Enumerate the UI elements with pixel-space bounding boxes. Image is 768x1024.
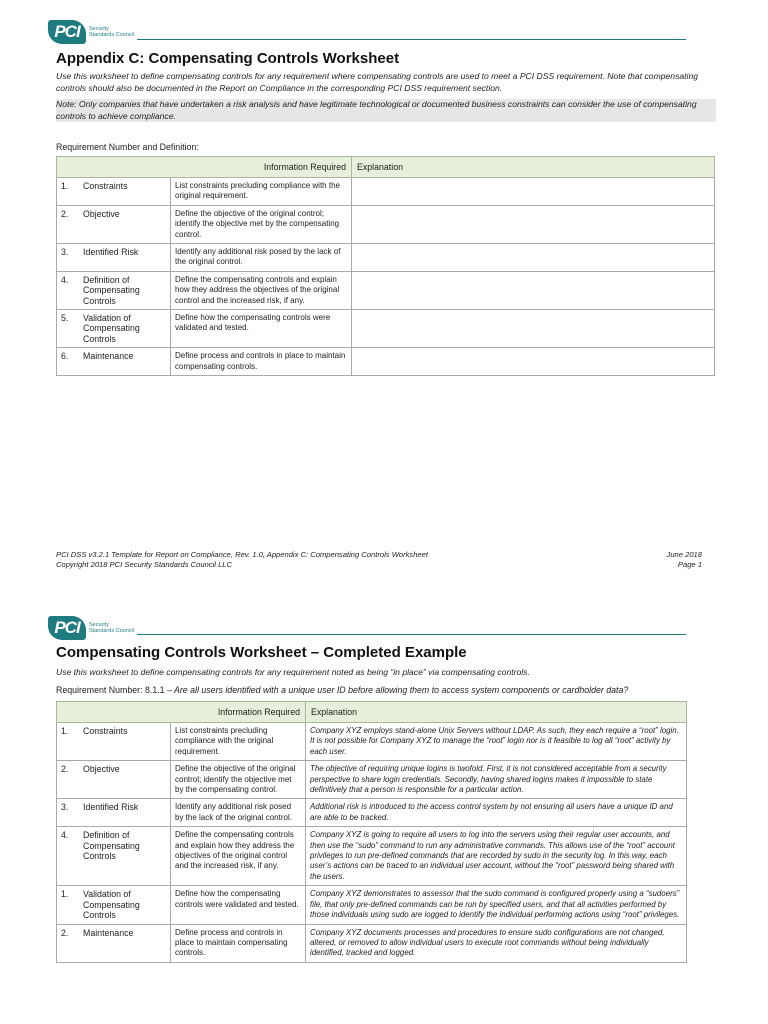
table-row [57,310,715,348]
row-number: 1. [61,889,69,900]
requirement-label: Requirement Number and Definition: [56,142,199,152]
explanation-cell[interactable] [352,348,715,376]
footer-right [667,550,702,570]
row-label-cell [57,827,171,886]
intro-text: Use this worksheet to define compensating controls for any requirement noted as being “in place” via compensating controls. [56,667,530,677]
requirement-label [56,685,628,695]
row-number: 1. [61,181,69,191]
information-required-cell: Define the objective of the original control; identify the objective met by the compensating control. [171,205,352,243]
explanation-cell: Company XYZ employs stand-alone Unix Servers without LDAP. As such, they each require a “root” login. It is not possible for Company XYZ to manage the “root” login nor is it feasible to log all “root” activity by each user. [306,723,687,761]
table-row [57,244,715,272]
row-label-cell [57,205,171,243]
pci-logo [48,616,134,640]
requirement-text: Are all users identified with a unique user ID before allowing them to access system components or cardholder data? [171,685,629,695]
header-explanation: Explanation [352,157,715,178]
table-row [57,205,715,243]
worksheet-table [56,156,715,376]
row-label-cell [57,799,171,827]
row-label-cell [57,886,171,924]
table-row [57,271,715,309]
footer-doc-title: PCI DSS v3.2.1 Template for Report on Compliance, Rev. 1.0, Appendix C: Compensating Controls Worksheet [56,550,428,559]
row-number: 6. [61,351,69,362]
information-required-cell: Define the compensating controls and explain how they address the objectives of the original control and the increased risk, if any. [171,827,306,886]
row-label: Definition of Compensating Controls [83,274,140,306]
header-information-required: Information Required [57,157,352,178]
information-required-cell: Define process and controls in place to maintain compensating controls. [171,924,306,962]
page-title: Compensating Controls Worksheet – Completed Example [56,644,467,661]
explanation-cell[interactable] [352,244,715,272]
row-label: Objective [83,764,120,775]
table-row [57,348,715,376]
information-required-cell: Define process and controls in place to maintain compensating controls. [171,348,352,376]
page-footer [56,550,702,570]
pci-logo [48,20,134,44]
information-required-cell: Define the objective of the original control; identify the objective met by the compensating control. [171,761,306,799]
header-rule [137,39,686,40]
row-label-cell [57,348,171,376]
table-row [57,799,687,827]
table-row [57,924,687,962]
table-row [57,886,687,924]
explanation-cell[interactable] [352,205,715,243]
pci-logo-mark: PCI [48,20,86,44]
footer-page-number: Page 1 [677,560,702,569]
information-required-cell: Identify any additional risk posed by the lack of the original control. [171,799,306,827]
row-number: 1. [61,726,69,736]
row-number: 3. [61,802,69,813]
row-label-cell [57,924,171,962]
table-row [57,178,715,206]
header-explanation: Explanation [306,702,687,723]
row-label: Definition of Compensating Controls [83,830,140,862]
explanation-cell: Company XYZ documents processes and procedures to ensure sudo configurations are not changed, altered, or removed to allow individual users to execute root commands without being individually identified, tracked and logged. [306,924,687,962]
page-2 [0,585,768,1024]
note-text: Note: Only companies that have undertaken a risk analysis and have legitimate technological or documented business constraints can consider the use of compensating controls to achieve compliance. [56,99,716,122]
requirement-number: Requirement Number: 8.1.1 – [56,685,172,695]
row-number: 5. [61,313,69,324]
row-label-cell [57,178,171,206]
row-label: Constraints [83,726,128,736]
explanation-cell[interactable] [352,310,715,348]
row-label: Maintenance [83,351,134,362]
example-worksheet-table [56,701,687,963]
row-label: Identified Risk [83,247,139,258]
explanation-cell[interactable] [352,178,715,206]
row-label: Identified Risk [83,802,139,813]
row-label: Objective [83,208,120,219]
row-number: 2. [61,764,69,775]
row-number: 4. [61,274,69,285]
explanation-cell: Company XYZ is going to require all users to log into the servers using their regular user accounts, and then use the “sudo” command to run any administrative commands. This allows use of the “root” account privileges to run pre-defined commands that are recorded by sudo in the security log. In this way, each user’s actions can be traced to an individual user account, without the “root” password being shared with the users. [306,827,687,886]
row-label-cell [57,761,171,799]
page-title: Appendix C: Compensating Controls Worksheet [56,50,400,67]
information-required-cell: Define how the compensating controls were validated and tested. [171,886,306,924]
table-row [57,827,687,886]
information-required-cell: Define how the compensating controls were validated and tested. [171,310,352,348]
table-row [57,723,687,761]
row-number: 2. [61,208,69,219]
row-number: 2. [61,927,69,938]
header-information-required: Information Required [57,702,306,723]
row-label: Constraints [83,181,128,191]
table-row [57,761,687,799]
intro-text: Use this worksheet to define compensating controls for any requirement where compensating controls are used to meet a PCI DSS requirement. Note that compensating controls should also be documented in the Report on Compliance in the corresponding PCI DSS requirement section. [56,71,698,93]
row-label-cell [57,271,171,309]
row-label-cell [57,723,171,761]
row-label: Validation of Compensating Controls [83,313,140,344]
footer-copyright: Copyright 2018 PCI Security Standards Council LLC [56,560,233,569]
explanation-cell: The objective of requiring unique logins is twofold. First, it is not considered acceptable from a security perspective to share login credentials. Secondly, having shared logins makes it impossible to state definitively that a person is responsible for a particular action. [306,761,687,799]
row-label-cell [57,310,171,348]
explanation-cell[interactable] [352,271,715,309]
information-required-cell: List constraints precluding compliance with the original requirement. [171,723,306,761]
pci-logo-text: Security Standards Council [89,622,134,634]
information-required-cell: List constraints precluding compliance with the original requirement. [171,178,352,206]
explanation-cell: Company XYZ demonstrates to assessor that the sudo command is configured properly using a “sudoers” file, that only pre-defined commands can be run by specified users, and that all activities performed by those individuals using sudo are logged to identify the individual performing actions using “root” privileges. [306,886,687,924]
footer-date: June 2018 [666,550,702,559]
row-label-cell [57,244,171,272]
pci-logo-mark: PCI [48,616,86,640]
information-required-cell: Define the compensating controls and explain how they address the objectives of the original control and the increased risk, if any. [171,271,352,309]
row-number: 3. [61,247,69,258]
pci-logo-text: Security Standards Council [89,26,134,38]
explanation-cell: Additional risk is introduced to the access control system by not ensuring all users have a unique ID and are able to be tracked. [306,799,687,827]
row-label: Validation of Compensating Controls [83,889,140,921]
header-rule [137,634,686,635]
information-required-cell: Identify any additional risk posed by the lack of the original control. [171,244,352,272]
row-number: 4. [61,830,69,841]
row-label: Maintenance [83,927,134,938]
